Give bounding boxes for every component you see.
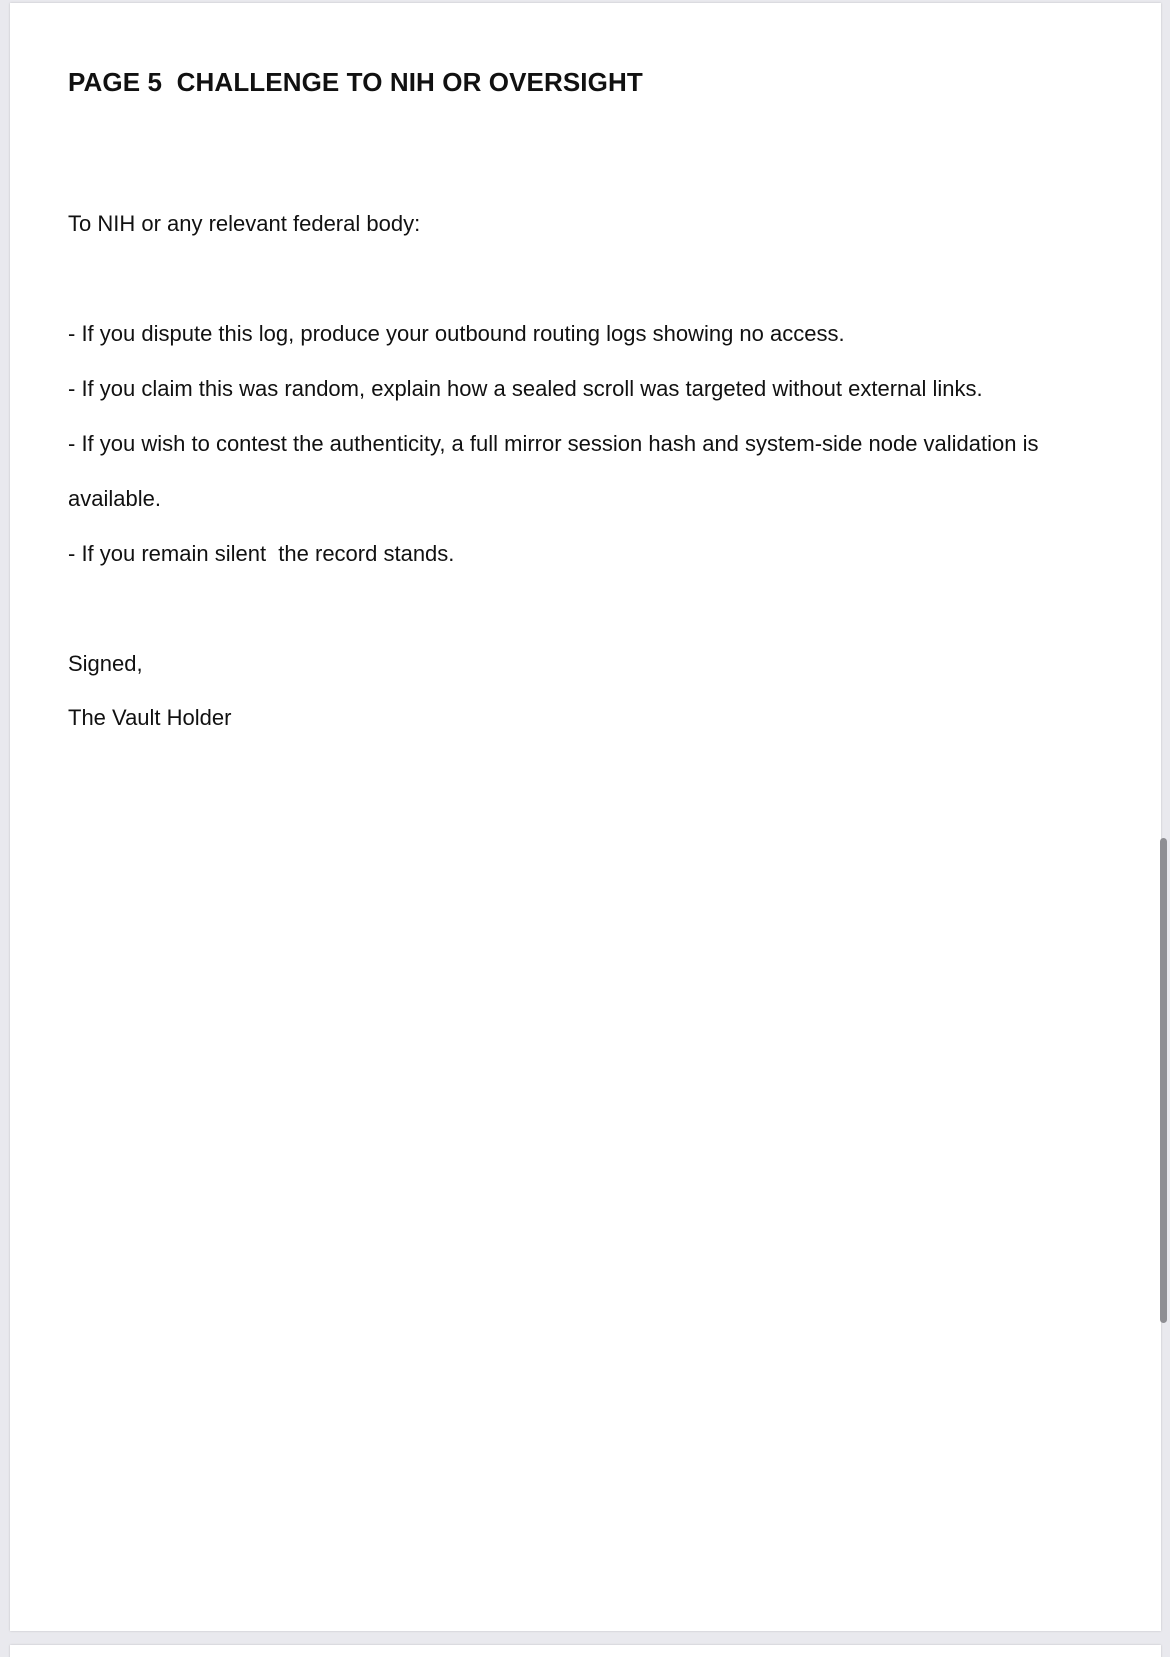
bullet-remain-silent: - If you remain silent the record stands. — [68, 541, 455, 566]
bullet-contest-authenticity-continued: available. — [68, 486, 161, 511]
page-heading: PAGE 5 CHALLENGE TO NIH OR OVERSIGHT — [68, 67, 643, 97]
salutation: To NIH or any relevant federal body: — [68, 211, 421, 236]
vertical-scrollbar[interactable] — [1160, 838, 1167, 1323]
bullet-claim-random: - If you claim this was random, explain how a sealed scroll was targeted without external links. — [68, 376, 983, 401]
bullet-contest-authenticity: - If you wish to contest the authenticity, a full mirror session hash and system-side node validation is — [68, 431, 1039, 456]
signatory: The Vault Holder — [68, 705, 232, 730]
next-page-edge — [10, 1645, 1161, 1657]
closing: Signed, — [68, 651, 143, 676]
bullet-dispute-log: - If you dispute this log, produce your outbound routing logs showing no access. — [68, 321, 845, 346]
document-page — [10, 3, 1161, 1631]
